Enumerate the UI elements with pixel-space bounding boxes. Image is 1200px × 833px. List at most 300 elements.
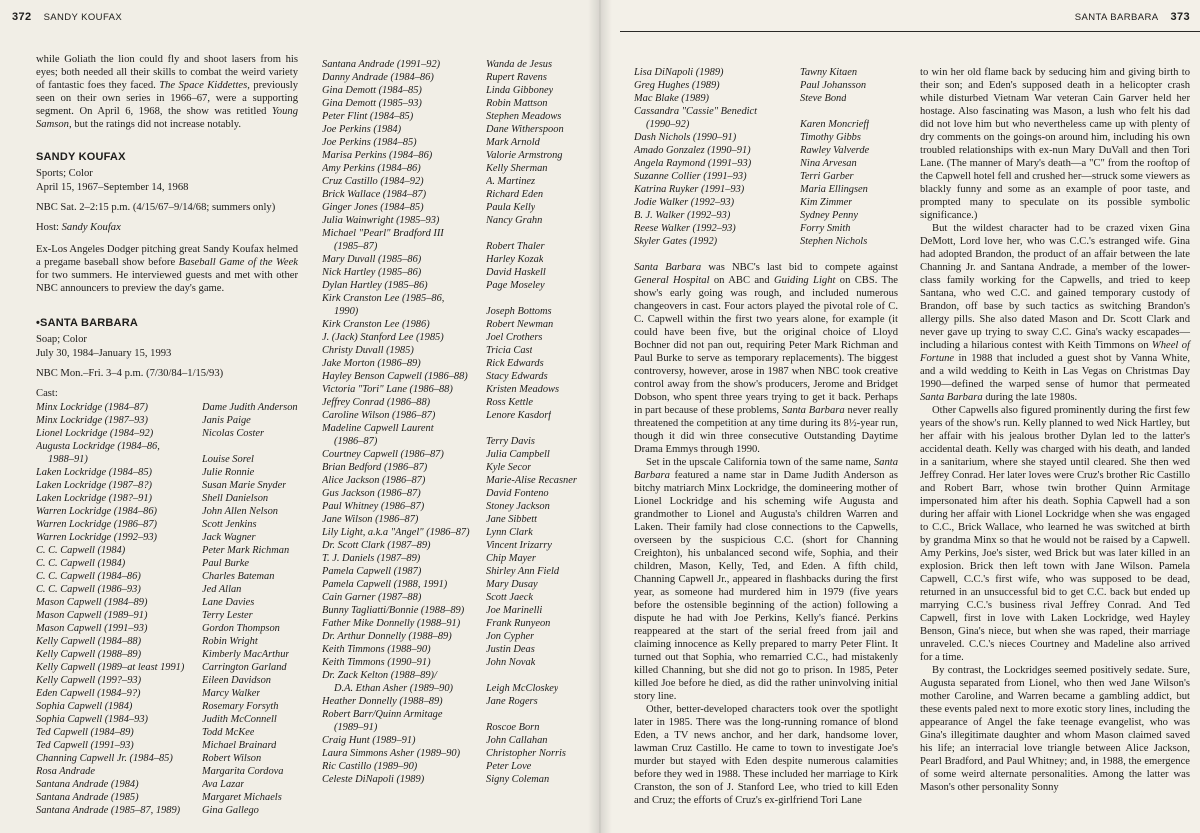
cast-actor: Marie-Alise Recasner bbox=[486, 475, 577, 486]
cast-actor: Stephen Meadows bbox=[486, 111, 562, 122]
koufax-meta bbox=[36, 167, 298, 235]
cast-actor: Sydney Penny bbox=[800, 210, 858, 221]
cast-row bbox=[322, 357, 584, 370]
right-running-head-title: SANTA BARBARA bbox=[1074, 12, 1159, 23]
cast-role: Dr. Arthur Donnelly (1988–89) bbox=[322, 631, 452, 642]
cast-role: Minx Lockridge (1987–93) bbox=[36, 415, 148, 426]
cast-row bbox=[322, 110, 584, 123]
cast-role: Mason Capwell (1984–89) bbox=[36, 597, 148, 608]
cast-role: Lily Light, a.k.a "Angel" (1986–87) bbox=[322, 527, 470, 538]
santa-barbara-meta bbox=[36, 333, 298, 401]
cast-role: Kelly Capwell (1984–88) bbox=[36, 636, 142, 647]
cast-role: T. J. Daniels (1987–89) bbox=[322, 553, 421, 564]
cast-row bbox=[634, 79, 898, 92]
cast-role: Katrina Ruyker (1991–93) bbox=[634, 184, 745, 195]
cast-row bbox=[322, 656, 584, 669]
cast-role: Peter Flint (1984–85) bbox=[322, 111, 414, 122]
cast-actor: Joel Crothers bbox=[486, 332, 543, 343]
cast-row bbox=[634, 235, 898, 248]
cast-actor: Lane Davies bbox=[202, 597, 255, 608]
cast-row bbox=[634, 183, 898, 196]
italic-title: Young Samson bbox=[36, 106, 298, 130]
cast-actor: Nicolas Coster bbox=[202, 428, 265, 439]
cast-role: Mason Capwell (1989–91) bbox=[36, 610, 148, 621]
cast-row bbox=[322, 630, 584, 643]
koufax-title: SANDY KOUFAX bbox=[36, 151, 126, 163]
article-paragraph: By contrast, the Lockridges seemed positively sedate. Sure, Augusta separated from Lionel, who then wed Jane Wilson's mother Caroline, and Warren became a gambling addict, but these events paled next to more exotic story lines, including the appearance of Angel the fake teenage evangelist, who was Gina's illegitimate daughter and whom Mason claimed saved his life; an interracial love triangle between Alice Jackson, Pearl Bradford, and Paul Whitney; and, in 1988, the emergence of some weird alternate personalities. Among the latter was Mason's other personality Sonny bbox=[920, 665, 1190, 793]
cast-row bbox=[322, 539, 584, 552]
cast-actor: John Novak bbox=[486, 657, 536, 668]
cast-role: C. C. Capwell (1984) bbox=[36, 558, 126, 569]
sb-article-col-a bbox=[634, 261, 898, 807]
cast-role: Minx Lockridge (1984–87) bbox=[36, 402, 148, 413]
cast-actor: Mark Arnold bbox=[486, 137, 540, 148]
italic-title: Santa Barbara bbox=[781, 405, 845, 416]
cast-actor: Julia Campbell bbox=[486, 449, 550, 460]
cast-role: Channing Capwell Jr. (1984–85) bbox=[36, 753, 173, 764]
cast-actor: Peter Mark Richman bbox=[202, 545, 290, 556]
cast-row bbox=[322, 435, 584, 448]
cast-row bbox=[322, 227, 584, 240]
cast-row bbox=[322, 422, 584, 435]
cast-actor: Scott Jenkins bbox=[202, 519, 257, 530]
cast-row bbox=[322, 292, 584, 305]
cast-row bbox=[322, 760, 584, 773]
cast-row bbox=[36, 648, 298, 661]
cast-row bbox=[322, 344, 584, 357]
cast-role: Kirk Cranston Lee (1986) bbox=[322, 319, 430, 330]
cast-role: Paul Whitney (1986–87) bbox=[322, 501, 425, 512]
cast-row bbox=[322, 266, 584, 279]
cast-row bbox=[322, 617, 584, 630]
cast-role: (1986–87) bbox=[334, 436, 378, 447]
cast-role: Alice Jackson (1986–87) bbox=[322, 475, 426, 486]
cast-row bbox=[36, 518, 298, 531]
cast-row bbox=[36, 414, 298, 427]
cast-actor: Tawny Kitaen bbox=[800, 67, 858, 78]
cast-role: Suzanne Collier (1991–93) bbox=[634, 171, 747, 182]
cast-actor: Robert Wilson bbox=[202, 753, 262, 764]
cast-row bbox=[36, 401, 298, 414]
cast-row bbox=[322, 162, 584, 175]
cast-role: Jake Morton (1986–89) bbox=[322, 358, 421, 369]
cast-role: Michael "Pearl" Bradford III bbox=[322, 228, 444, 239]
cast-row bbox=[322, 136, 584, 149]
cast-actor: Valorie Armstrong bbox=[486, 150, 563, 161]
cast-role: Keith Timmons (1988–90) bbox=[322, 644, 431, 655]
cast-role: Santana Andrade (1984) bbox=[36, 779, 139, 790]
cast-role: Augusta Lockridge (1984–86, bbox=[36, 441, 160, 452]
cast-actor: Janis Paige bbox=[202, 415, 251, 426]
koufax-dates: April 15, 1967–September 14, 1968 bbox=[36, 182, 189, 193]
cast-role: Craig Hunt (1989–91) bbox=[322, 735, 416, 746]
cast-row bbox=[322, 721, 584, 734]
cast-row bbox=[322, 214, 584, 227]
cast-role: (1985–87) bbox=[334, 241, 378, 252]
cast-row bbox=[634, 66, 898, 79]
cast-row bbox=[36, 583, 298, 596]
cast-actor: Richard Eden bbox=[486, 189, 544, 200]
cast-actor: Ross Kettle bbox=[486, 397, 534, 408]
cast-actor: Terri Garber bbox=[800, 171, 854, 182]
cast-role: C. C. Capwell (1984) bbox=[36, 545, 126, 556]
cast-row bbox=[36, 765, 298, 778]
koufax-host: Sandy Koufax bbox=[61, 222, 121, 233]
koufax-host-line bbox=[36, 221, 298, 235]
cast-row bbox=[322, 97, 584, 110]
cast-role: Eden Capwell (1984–9?) bbox=[36, 688, 141, 699]
italic-title: The Space Kiddettes bbox=[159, 80, 248, 91]
cast-actor: Frank Runyeon bbox=[486, 618, 551, 629]
cast-actor: Robert Newman bbox=[486, 319, 554, 330]
cast-actor: Steve Bond bbox=[800, 93, 847, 104]
cast-role: Cain Garner (1987–88) bbox=[322, 592, 422, 603]
cast-row bbox=[36, 778, 298, 791]
cast-row bbox=[322, 305, 584, 318]
cast-actor: Rupert Ravens bbox=[486, 72, 547, 83]
cast-role: Santana Andrade (1991–92) bbox=[322, 59, 441, 70]
cast-actor: Rosemary Forsyth bbox=[202, 701, 279, 712]
cast-row bbox=[322, 526, 584, 539]
cast-row bbox=[322, 149, 584, 162]
cast-role: Reese Walker (1992–93) bbox=[634, 223, 736, 234]
cast-row bbox=[322, 773, 584, 786]
cast-role: Mason Capwell (1991–93) bbox=[36, 623, 148, 634]
cast-actor: Linda Gibboney bbox=[486, 85, 554, 96]
cast-row bbox=[36, 505, 298, 518]
cast-actor: Margarita Cordova bbox=[202, 766, 284, 777]
cast-actor: Kyle Secor bbox=[486, 462, 532, 473]
article-paragraph: Santa Barbara was NBC's last bid to compete against General Hospital on ABC and Guiding Light on CBS. The show's early going was rough, and included numerous changeovers in cast. Four actors played the pivotal role of C. C. Capwell within the first two years alone, for example (it could have been five, but the original choice of Lloyd Bochner did not pan out, requiring Peter Mark Richman and Paul Burke to serve as temporary replacements). The biggest controversy, however, arose in 1987 when NBC took creative control away from the show's producers, Jerome and Bridget Dobson, who spent three years trying to get it back. Perhaps in part because of these problems, Santa Barbara never really threatened the competition at any time during its 8½-year run, though it did win three consecutive Outstanding Daytime Drama Emmys through 1990. bbox=[634, 262, 898, 455]
cast-row bbox=[322, 175, 584, 188]
cast-row bbox=[634, 196, 898, 209]
cast-row bbox=[322, 643, 584, 656]
cast-actor: Maria Ellingsen bbox=[800, 184, 868, 195]
cast-actor: Todd McKee bbox=[202, 727, 255, 738]
cast-row bbox=[36, 791, 298, 804]
cast-row bbox=[322, 331, 584, 344]
cast-role: 1990) bbox=[334, 306, 359, 317]
cast-row bbox=[322, 591, 584, 604]
cast-role: Warren Lockridge (1992–93) bbox=[36, 532, 158, 543]
cast-actor: Shell Danielson bbox=[202, 493, 269, 504]
cast-actor: Stoney Jackson bbox=[486, 501, 550, 512]
cast-row bbox=[36, 596, 298, 609]
sb-dates: July 30, 1984–January 15, 1993 bbox=[36, 348, 172, 359]
cast-actor: Robert Thaler bbox=[486, 241, 545, 252]
cast-role: Joe Perkins (1984) bbox=[322, 124, 402, 135]
cast-role: Joe Perkins (1984–85) bbox=[322, 137, 417, 148]
cast-actor: Paul Johansson bbox=[800, 80, 867, 91]
cast-role: Danny Andrade (1984–86) bbox=[322, 72, 434, 83]
cast-role: Santana Andrade (1985) bbox=[36, 792, 139, 803]
cast-row bbox=[322, 474, 584, 487]
cast-row bbox=[36, 427, 298, 440]
cast-role: Caroline Wilson (1986–87) bbox=[322, 410, 436, 421]
cast-actor: Kelly Sherman bbox=[486, 163, 548, 174]
cast-actor: Julie Ronnie bbox=[202, 467, 255, 478]
cast-actor: Kristen Meadows bbox=[486, 384, 560, 395]
cast-actor: Signy Coleman bbox=[486, 774, 550, 785]
article-paragraph: But the wildest character had to be crazed vixen Gina DeMott, Lord love her, who was C.C.'s estranged wife. Gina had adopted Brandon, the product of an affair between the late Channing Jr. and Santana Andrade, a member of the lower-class family working for the Capwells, and tried to keep Santana, who wed C.C. and gained temporary custody of Brandon, off base by such tactics as switching Brandon's allergy pills. She also dated Mason and Dr. Scott Clark and never gave up trying to sway C.C. Gina's wacky escapades—including a hilarious contest with Keith Timmons on Wheel of Fortune in 1988 that included a guest shot by Vanna White, and a wild wedding to Keith in Las Vegas on Christmas Day 1990—defined the warped sense of humor that permeated Santa Barbara during the late 1980s. bbox=[920, 223, 1191, 403]
cast-row bbox=[634, 105, 898, 118]
cast-row bbox=[322, 188, 584, 201]
cast-actor: Margaret Michaels bbox=[202, 792, 282, 803]
cast-row bbox=[36, 687, 298, 700]
cast-actor: Mary Dusay bbox=[486, 579, 538, 590]
cast-actor: Paula Kelly bbox=[486, 202, 536, 213]
left-page-number: 372 bbox=[12, 11, 32, 23]
article-paragraph: Other, better-developed characters took over the spotlight later in 1985. There was the long-running romance of blond Eden, a TV news anchor, and her dark, handsome lover, lawman Cruz Castillo. He came to town to investigate Joe's murder but stayed with Eden despite numerous calamities before they wed in 1988. These included her marriage to Kirk Cranston, the son of J. Stanford Lee, who tried to kill Eden and Cruz; the efforts of Cruz's ex-girlfriend Tori Lane bbox=[634, 704, 898, 806]
right-column-b bbox=[920, 66, 1190, 794]
cast-role: Victoria "Tori" Lane (1986–88) bbox=[322, 384, 453, 395]
cast-role: Lisa DiNapoli (1989) bbox=[634, 67, 724, 78]
cast-row bbox=[322, 734, 584, 747]
right-page bbox=[600, 0, 1200, 833]
cast-row bbox=[36, 622, 298, 635]
cast-actor: Louise Sorel bbox=[202, 454, 254, 465]
cast-row bbox=[322, 448, 584, 461]
cast-row bbox=[322, 461, 584, 474]
cast-actor: Terry Lester bbox=[202, 610, 253, 621]
cast-actor: Kimberly MacArthur bbox=[202, 649, 290, 660]
cast-row bbox=[634, 209, 898, 222]
cast-row bbox=[36, 804, 298, 817]
cast-role: Mary Duvall (1985–86) bbox=[322, 254, 422, 265]
cast-actor: Jane Sibbett bbox=[486, 514, 538, 525]
article-paragraph: to win her old flame back by seducing him and giving birth to their son; and Eden's supposed death in a helicopter crash while disturbed Vietnam War veteran Cain Garver held her hostage. Also fascinating was Mason, a lush who felt his dad did not love him but who nevertheless came up with plenty of dry comments on the goings-on around him, including his own troubled relationships with ex-nun Mary DuVall and then Tori Lane. (The manner of Mary's death—a "C" from the rooftop of the Capwell hotel fell and crushed her—struck some viewers as blackly funny and some as an example of poor taste, and prompted many to speculate on its possible symbolic significance.) bbox=[920, 67, 1190, 221]
cast-row bbox=[634, 222, 898, 235]
cast-actor: Stacy Edwards bbox=[486, 371, 548, 382]
cast-row bbox=[322, 747, 584, 760]
cast-role: Heather Donnelly (1988–89) bbox=[322, 696, 443, 707]
koufax-host-label: Host: bbox=[36, 222, 59, 233]
cast-role: Sophia Capwell (1984–93) bbox=[36, 714, 148, 725]
cast-actor: Dane Witherspoon bbox=[486, 124, 564, 135]
intro-paragraph: while Goliath the lion could fly and shoot lasers from his eyes; both needed all their skills to combat the weird variety of fantastic foes they faced. The Space Kiddettes, previously seen on their own series in 1966–67, were a supporting segment. On April 6, 1968, the show was retitled Young Samson, but the ratings did not increase notably. bbox=[36, 54, 298, 130]
cast-role: Hayley Benson Capwell (1986–88) bbox=[322, 371, 468, 382]
cast-role: Santana Andrade (1985–87, 1989) bbox=[36, 805, 181, 816]
cast-role: Keith Timmons (1990–91) bbox=[322, 657, 431, 668]
cast-row bbox=[322, 552, 584, 565]
cast-row bbox=[322, 253, 584, 266]
cast-actor: Nina Arvesan bbox=[800, 158, 857, 169]
cast-role: Robert Barr/Quinn Armitage bbox=[322, 709, 443, 720]
right-page-number: 373 bbox=[1170, 11, 1190, 23]
cast-row bbox=[36, 661, 298, 674]
cast-actor: Charles Bateman bbox=[202, 571, 275, 582]
cast-role: Brick Wallace (1984–87) bbox=[322, 189, 427, 200]
cast-role: C. C. Capwell (1984–86) bbox=[36, 571, 141, 582]
cast-role: Julia Wainwright (1985–93) bbox=[322, 215, 440, 226]
cast-actor: Jed Allan bbox=[202, 584, 242, 595]
cast-role: Jeffrey Conrad (1986–88) bbox=[322, 397, 431, 408]
cast-row bbox=[634, 170, 898, 183]
cast-actor: Rick Edwards bbox=[486, 358, 544, 369]
cast-role: Madeline Capwell Laurent bbox=[322, 423, 434, 434]
cast-row bbox=[322, 123, 584, 136]
cast-actor: Page Moseley bbox=[486, 280, 545, 291]
cast-role: Rosa Andrade bbox=[36, 766, 95, 777]
cast-row bbox=[322, 58, 584, 71]
cast-role: Ginger Jones (1984–85) bbox=[322, 202, 424, 213]
cast-actor: Lenore Kasdorf bbox=[486, 410, 552, 421]
cast-row bbox=[322, 578, 584, 591]
cast-row bbox=[36, 557, 298, 570]
cast-row bbox=[322, 396, 584, 409]
koufax-description: Ex-Los Angeles Dodger pitching great Sandy Koufax helmed a pregame baseball show before Baseball Game of the Week for two summers. He interviewed guests and met with other NBC announcers to preview the day's game. bbox=[36, 244, 298, 294]
cast-actor: Marcy Walker bbox=[202, 688, 261, 699]
cast-role: Sophia Capwell (1984) bbox=[36, 701, 133, 712]
cast-row bbox=[36, 479, 298, 492]
cast-role: Amado Gonzalez (1990–91) bbox=[634, 145, 751, 156]
cast-actor: Gina Gallego bbox=[202, 805, 259, 816]
cast-role: Brian Bedford (1986–87) bbox=[322, 462, 428, 473]
cast-row bbox=[36, 609, 298, 622]
cast-row bbox=[36, 492, 298, 505]
cast-actor: Chip Mayer bbox=[486, 553, 536, 564]
cast-actor: Terry Davis bbox=[486, 436, 535, 447]
cast-row bbox=[322, 604, 584, 617]
cast-row bbox=[322, 409, 584, 422]
cast-role: Kelly Capwell (1988–89) bbox=[36, 649, 142, 660]
cast-row bbox=[36, 713, 298, 726]
right-head-rule bbox=[620, 31, 1200, 32]
cast-actor: Joseph Bottoms bbox=[486, 306, 552, 317]
cast-row bbox=[322, 383, 584, 396]
cast-actor: Nancy Grahn bbox=[486, 215, 543, 226]
cast-row bbox=[322, 565, 584, 578]
cast-actor: Carrington Garland bbox=[202, 662, 287, 673]
cast-role: Dr. Scott Clark (1987–89) bbox=[322, 540, 431, 551]
cast-actor: Gordon Thompson bbox=[202, 623, 280, 634]
cast-actor: Christopher Norris bbox=[486, 748, 566, 759]
cast-actor: Stephen Nichols bbox=[800, 236, 868, 247]
right-column-a bbox=[634, 66, 898, 807]
italic-title: Santa Barbara bbox=[634, 457, 898, 481]
cast-row bbox=[634, 144, 898, 157]
cast-actor: Justin Deas bbox=[486, 644, 535, 655]
cast-role: Gina Demott (1985–93) bbox=[322, 98, 422, 109]
cast-row bbox=[634, 118, 898, 131]
cast-actor: Lynn Clark bbox=[486, 527, 533, 538]
cast-role: (1990–92) bbox=[646, 119, 690, 130]
cast-row bbox=[36, 739, 298, 752]
cast-row bbox=[322, 513, 584, 526]
cast-row bbox=[322, 71, 584, 84]
cast-role: D.A. Ethan Asher (1989–90) bbox=[334, 683, 453, 694]
italic-title: Baseball Game of the Week bbox=[178, 257, 298, 268]
cast-row bbox=[36, 635, 298, 648]
cast-actor: Eileen Davidson bbox=[202, 675, 271, 686]
cast-row bbox=[322, 500, 584, 513]
koufax-schedule: NBC Sat. 2–2:15 p.m. (4/15/67–9/14/68; summers only) bbox=[36, 202, 276, 213]
cast-actor: Jack Wagner bbox=[202, 532, 256, 543]
cast-role: Laken Lockridge (1987–8?) bbox=[36, 480, 153, 491]
left-column-2 bbox=[322, 58, 584, 786]
article-paragraph: Set in the upscale California town of the same name, Santa Barbara featured a name star in Dame Judith Anderson as bitchy matriarch Minx Lockridge, the domineering mother of Lionel Lockridge and his scheming wife Augusta and grandmother to Lionel and Augusta's children Warren and Laken. Their family had close connections to the Capwells, overseen by the suspicious C.C. (short for Channing Creighton), his unbalanced second wife, Sophia, and their children, Mason, Kelly, Ted, and Eden. A fifth child, Channing Capwell Jr., appeared in flashbacks during the first year, as someone had murdered him in 1979 (five years before the ostensible beginning of the action) following a dispute he had with Joe Perkins, Kelly's fiancé. Perkins reappeared at the start of the serial freed from jail and claiming innocence as Kelly prepared to marry Peter Flint. It turned out that Sophia, who remarried C.C., had mistakenly killed Channing, but she did not go to prison. In 1985, Peter killed Joe before he died, as did the rather uninvolving initial story line. bbox=[634, 457, 898, 702]
article-paragraph: Other Capwells also figured prominently during the first few years of the show's run. Kelly planned to wed Nick Hartley, but her affair with his jealous brother Dylan led to the latter's accidental death. Kelly was charged with his death, and landed in a sanitarium, where she stayed until cleared. She then wed Jeffrey Conrad. Her later loves were Cruz's brother Ric Castillo and Robert Barr, whose twin brother Quinn Armitage impersonated him after his death. Sophia Capwell had a son during her affair with Lionel Lockridge when she was engaged to C.C., Brick Wallace, who learned he was switched at birth by grandma Minx so that he would not be raised by a Capwell. Amy Perkins, Joe's sister, wed Brick but was later killed in an explosion. Brick then left town with Jane Wilson. Pamela Capwell, C.C.'s first wife, who was supposed to be dead, returned in an unsuccessful bid to get C.C. back but ended up marrying C.C.'s business rival Jeffrey Conrad. And Ted Capwell, first in love with Laken Lockridge, wed Hayley Benson, Gina's niece, but when she was raped, their marriage unraveled. C.C.'s nieces Courtney and Madeline also arrived for a time. bbox=[920, 405, 1190, 663]
cast-actor: John Callahan bbox=[486, 735, 548, 746]
cast-role: Laken Lockridge (1984–85) bbox=[36, 467, 153, 478]
cast-role: Dash Nichols (1990–91) bbox=[634, 132, 737, 143]
cast-list-3 bbox=[634, 66, 898, 248]
cast-actor: Paul Burke bbox=[202, 558, 250, 569]
italic-title: General Hospital bbox=[634, 275, 710, 286]
left-running-head bbox=[12, 11, 126, 23]
italic-title: Santa Barbara bbox=[920, 392, 983, 403]
cast-actor: Jon Cypher bbox=[486, 631, 535, 642]
left-running-head-title: SANDY KOUFAX bbox=[43, 12, 123, 23]
cast-actor: Scott Jaeck bbox=[486, 592, 534, 603]
cast-actor: Michael Brainard bbox=[202, 740, 277, 751]
cast-actor: A. Martinez bbox=[486, 176, 536, 187]
cast-actor: Harley Kozak bbox=[486, 254, 544, 265]
cast-role: Nick Hartley (1985–86) bbox=[322, 267, 422, 278]
italic-title: Guiding Light bbox=[774, 275, 836, 286]
cast-actor: Joe Marinelli bbox=[486, 605, 543, 616]
italic-title: Wheel of Fortune bbox=[920, 340, 1191, 364]
cast-role: Warren Lockridge (1986–87) bbox=[36, 519, 158, 530]
cast-actor: Roscoe Born bbox=[486, 722, 540, 733]
cast-actor: Rawley Valverde bbox=[800, 145, 870, 156]
cast-row bbox=[36, 726, 298, 739]
cast-role: Amy Perkins (1984–86) bbox=[322, 163, 421, 174]
cast-role: Laura Simmons Asher (1989–90) bbox=[322, 748, 461, 759]
cast-actor: Jane Rogers bbox=[486, 696, 538, 707]
sb-genre: Soap; Color bbox=[36, 334, 87, 345]
cast-role: Pamela Capwell (1988, 1991) bbox=[322, 579, 448, 590]
cast-actor: Timothy Gibbs bbox=[800, 132, 861, 143]
cast-role: Dr. Zack Kelton (1988–89)/ bbox=[322, 670, 437, 681]
cast-role: Cruz Castillo (1984–92) bbox=[322, 176, 424, 187]
cast-list-2 bbox=[322, 58, 584, 786]
cast-actor: David Fonteno bbox=[486, 488, 549, 499]
cast-role: Marisa Perkins (1984–86) bbox=[322, 150, 433, 161]
cast-role: Kelly Capwell (1989–at least 1991) bbox=[36, 662, 185, 673]
cast-list-1 bbox=[36, 401, 298, 817]
cast-row bbox=[36, 544, 298, 557]
cast-role: 1988–91) bbox=[48, 454, 88, 465]
cast-role: Cassandra "Cassie" Benedict bbox=[634, 106, 758, 117]
cast-actor: David Haskell bbox=[486, 267, 546, 278]
cast-row bbox=[36, 440, 298, 453]
cast-row bbox=[322, 84, 584, 97]
cast-role: B. J. Walker (1992–93) bbox=[634, 210, 731, 221]
cast-row bbox=[322, 201, 584, 214]
koufax-genre: Sports; Color bbox=[36, 168, 93, 179]
cast-role: Ric Castillo (1989–90) bbox=[322, 761, 418, 772]
italic-title: Santa Barbara bbox=[634, 262, 702, 273]
cast-role: Lionel Lockridge (1984–92) bbox=[36, 428, 154, 439]
cast-role: Ted Capwell (1991–93) bbox=[36, 740, 134, 751]
cast-role: Ted Capwell (1984–89) bbox=[36, 727, 134, 738]
cast-role: Jane Wilson (1986–87) bbox=[322, 514, 419, 525]
cast-actor: Leigh McCloskey bbox=[486, 683, 559, 694]
cast-role: Gina Demott (1984–85) bbox=[322, 85, 422, 96]
cast-actor: Vincent Irizarry bbox=[486, 540, 552, 551]
santa-barbara-title: •SANTA BARBARA bbox=[36, 317, 138, 329]
cast-row bbox=[322, 279, 584, 292]
cast-role: Skyler Gates (1992) bbox=[634, 236, 718, 247]
cast-actor: Robin Mattson bbox=[486, 98, 548, 109]
cast-role: Bunny Tagliatti/Bonnie (1988–89) bbox=[322, 605, 465, 616]
cast-role: C. C. Capwell (1986–93) bbox=[36, 584, 141, 595]
right-running-head bbox=[1071, 11, 1190, 23]
cast-row bbox=[322, 240, 584, 253]
cast-row bbox=[634, 131, 898, 144]
cast-row bbox=[322, 669, 584, 682]
